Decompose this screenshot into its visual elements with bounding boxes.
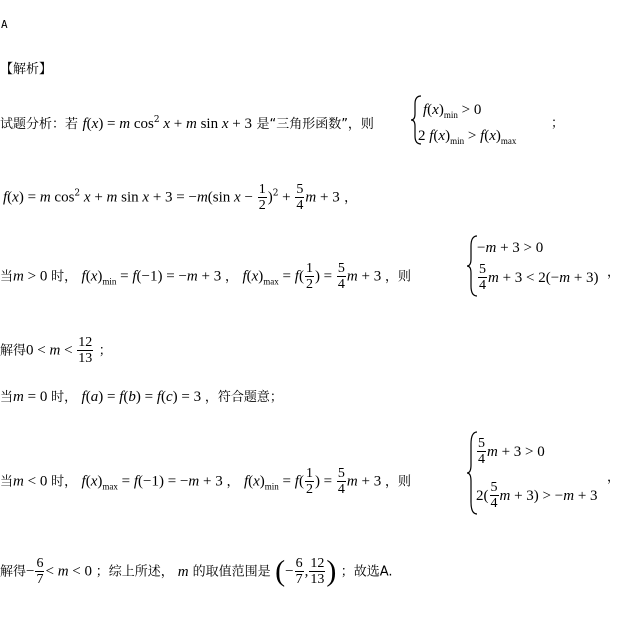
line-rewrite: f(x) = m $\cos^2 x + m$ sin x + 3 = −m(sin x − $\frac{1}{2}$ )$^2$ + $\frac{5}{4}$ m + 3 ， bbox=[3, 182, 358, 213]
analysis-prefix: 试题分析：若 bbox=[0, 117, 79, 132]
condition-positive-2: $\frac{5}{4}$ m + 3 < 2(−m + 3) bbox=[479, 262, 599, 293]
line-analysis: 试题分析：若 f(x) = m $\cos^2 x + m$ sin x + 3 是“三角形函数”，则 bbox=[0, 115, 374, 132]
condition-2: 2 $f(x)_{min} > f(x)_{max}$ bbox=[418, 128, 517, 146]
line-solution-positive: 解得0 < m < $\frac{12}{13}$ ； bbox=[0, 335, 112, 366]
line-case-positive: 当m > 0 时， $f(x)_{min} = f(-1) = -m + 3$ ， $f(x)_{max} = f$( $\frac{1}{2}$ ) = $\frac{5}{4}$ m + 3 ，则 bbox=[0, 261, 411, 292]
condition-positive-1: −m + 3 > 0 bbox=[477, 240, 544, 256]
line-case-negative: 当m < 0 时， $f(x)_{max} = f(-1) = -m + 3$ ， $f(x)_{min} = f$( $\frac{1}{2}$ ) = $\frac{5}{4}$ m + 3 ，则 bbox=[0, 466, 411, 497]
line-case-zero: 当m = 0 时， f(a) = f(b) = f(c) = 3 ，符合题意； bbox=[0, 389, 283, 405]
condition-negative-2: 2( $\frac{5}{4}$ m + 3) > −m + 3 bbox=[476, 480, 598, 511]
line-conclusion: 解得− $\frac{6}{7}$ < m < 0 ；综上所述， m 的取值范围是 (− $\frac{6}{7}$ , $\frac{12}{13}$ ) ；故选A. bbox=[0, 554, 393, 588]
function-definition: f bbox=[82, 116, 87, 132]
answer-letter: A bbox=[1, 18, 8, 31]
condition-1: $f(x)_{min} > 0$ bbox=[423, 102, 482, 120]
condition-negative-1: $\frac{5}{4}$ m + 3 > 0 bbox=[478, 436, 545, 467]
section-title: 【解析】 bbox=[0, 62, 53, 77]
line1-end: ； bbox=[551, 116, 565, 131]
analysis-mid: 是“三角形函数”，则 bbox=[256, 117, 374, 132]
